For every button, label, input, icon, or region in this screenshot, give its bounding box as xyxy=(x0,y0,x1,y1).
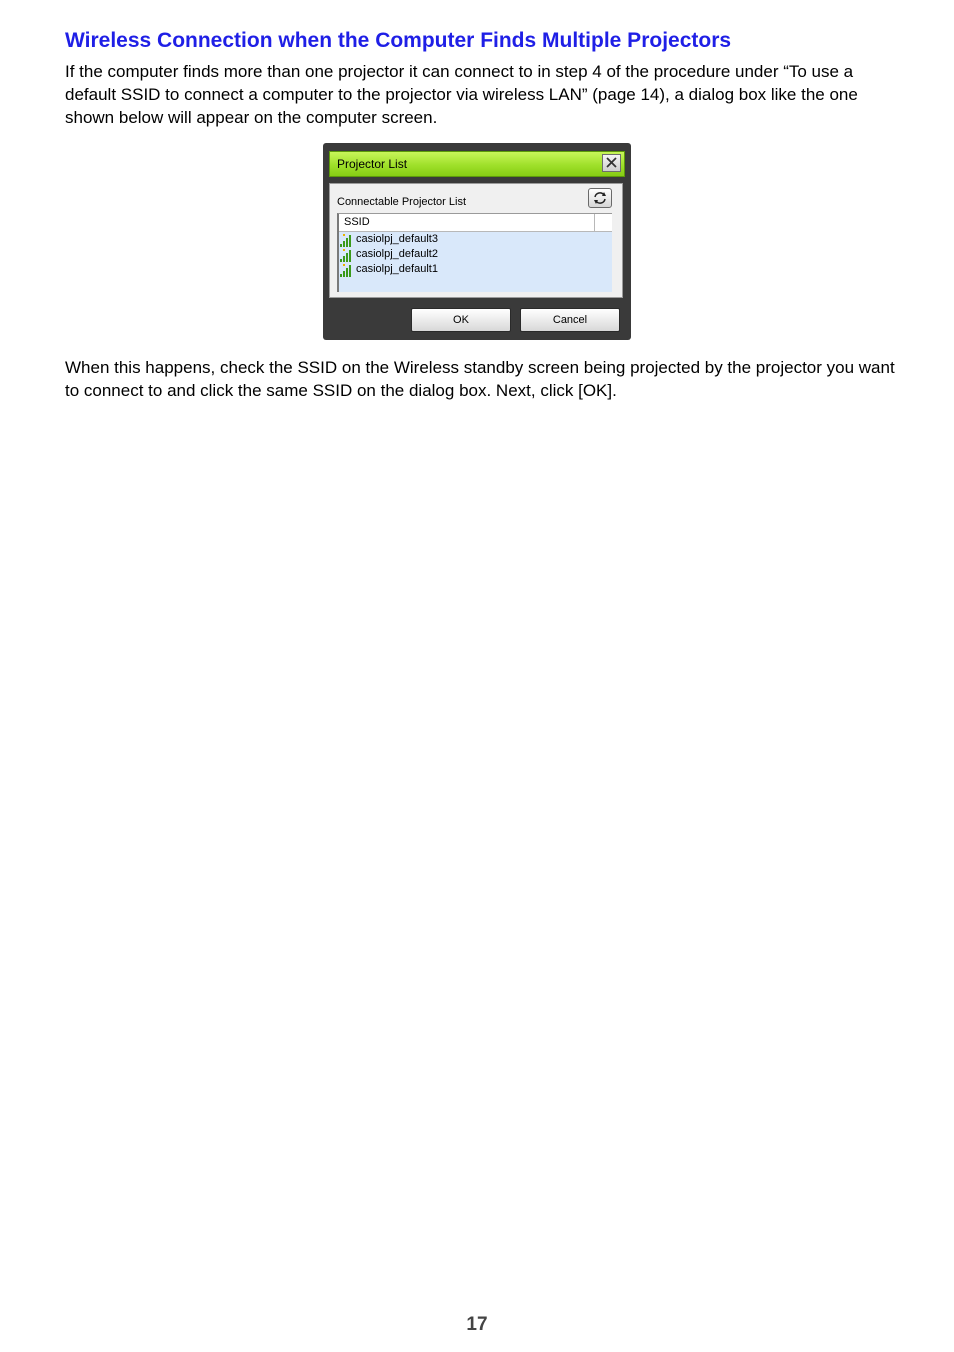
page-number: 17 xyxy=(466,1314,488,1335)
projector-list-dialog xyxy=(323,143,631,340)
signal-strength-icon xyxy=(340,248,354,262)
ssid-column-header[interactable] xyxy=(339,214,612,232)
intro-paragraph: If the computer finds more than one projector it can connect to in step 4 of the procedure under “To use a default SSID to connect a computer to the projector via wireless LAN” (page 14), a dialog box like the one shown below will appear on the computer screen. xyxy=(65,62,858,127)
dialog-title: Projector List xyxy=(337,157,408,171)
signal-strength-icon xyxy=(340,233,354,247)
list-label: Connectable Projector List xyxy=(337,196,467,208)
dialog-titlebar[interactable] xyxy=(329,151,625,177)
refresh-button[interactable] xyxy=(588,188,612,208)
list-item[interactable] xyxy=(339,262,612,277)
projector-list-panel xyxy=(329,183,623,298)
section-heading: Wireless Connection when the Computer Finds Multiple Projectors xyxy=(65,29,732,52)
instruction-paragraph: When this happens, check the SSID on the Wireless standby screen being projected by the projector you want to connect to and click the same SSID on the dialog box. Next, click [OK]. xyxy=(65,358,895,400)
refresh-icon xyxy=(589,189,611,207)
ok-button[interactable]: OK xyxy=(411,308,511,332)
ssid-label: casiolpj_default2 xyxy=(356,248,438,260)
list-item[interactable] xyxy=(339,232,612,247)
close-button[interactable] xyxy=(602,154,621,172)
ssid-column-label: SSID xyxy=(344,216,370,228)
column-divider xyxy=(594,214,595,231)
ssid-list[interactable] xyxy=(337,213,612,292)
ssid-label: casiolpj_default1 xyxy=(356,263,438,275)
close-icon xyxy=(603,155,620,171)
ssid-label: casiolpj_default3 xyxy=(356,233,438,245)
list-item[interactable] xyxy=(339,247,612,262)
signal-strength-icon xyxy=(340,263,354,277)
cancel-button[interactable]: Cancel xyxy=(520,308,620,332)
